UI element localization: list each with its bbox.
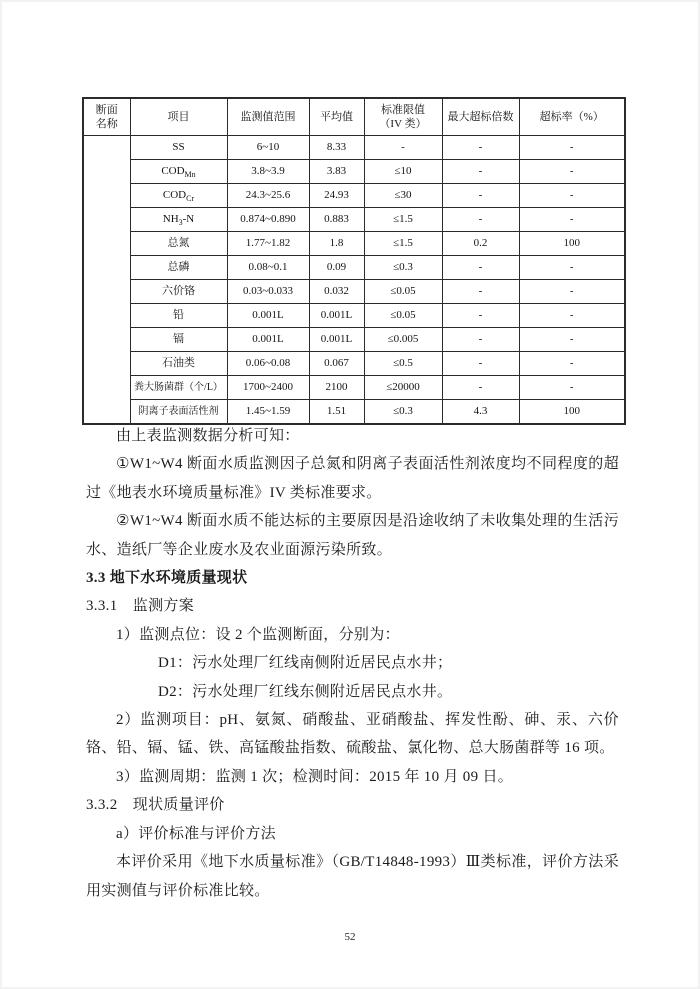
exceed-rate-cell: - (519, 376, 625, 400)
range-cell: 3.8~3.9 (227, 160, 309, 184)
item-pre: COD (162, 189, 187, 202)
max-exceed-cell: - (442, 256, 519, 280)
average-cell: 0.001L (309, 304, 364, 328)
max-exceed-cell: - (442, 184, 519, 208)
item-cell (130, 328, 227, 352)
table-row (83, 160, 625, 184)
item-cell (130, 376, 227, 400)
range-cell: 0.06~0.08 (227, 352, 309, 376)
header-line: （IV 类） (379, 118, 427, 130)
exceed-rate-cell: - (519, 280, 625, 304)
monitoring-table (82, 97, 626, 425)
finding-1-paragraph: ①W1~W4 断面水质监测因子总氮和阴离子表面活性剂浓度均不同程度的超过《地表水环境质量标准》IV 类标准要求。 (86, 456, 619, 501)
range-cell: 0.001L (227, 304, 309, 328)
max-exceed-cell: 4.3 (442, 400, 519, 425)
table-row (83, 352, 625, 376)
item-pre: 总氮 (167, 237, 190, 250)
item-sub: Mn (184, 170, 196, 180)
exceed-rate-cell: - (519, 136, 625, 160)
header-line: 标准限值 (381, 103, 425, 116)
max-exceed-cell: - (442, 160, 519, 184)
intro-paragraph: 由上表监测数据分析可知： (116, 428, 300, 444)
range-cell: 6~10 (227, 136, 309, 160)
table-row (83, 184, 625, 208)
col-header-exceed-rate (519, 98, 625, 136)
well-d1-line: D1：污水处理厂红线南侧附近居民点水井； (158, 655, 453, 672)
evaluation-paragraph: 本评价采用《地下水质量标准》（GB/T14848-1993）Ⅲ类标准，评价方法采用实测值与评价标准比较。 (86, 854, 619, 899)
item-pre: COD (161, 165, 185, 178)
exceed-rate-cell: - (519, 328, 625, 352)
limit-cell: ≤30 (364, 184, 442, 208)
header-line: 名称 (95, 118, 118, 130)
item-pre: 粪大肠菌群（个/L） (134, 382, 223, 393)
item-pre: 总磷 (167, 261, 190, 274)
item-post: -N (182, 213, 195, 226)
item-cell (130, 280, 227, 304)
section-name-merged-cell (83, 136, 130, 425)
col-header-standard-limit (364, 98, 442, 136)
max-exceed-cell: - (442, 136, 519, 160)
body-content (86, 422, 619, 905)
average-cell: 0.032 (309, 280, 364, 304)
page-number: 52 (344, 931, 356, 943)
range-cell: 0.03~0.033 (227, 280, 309, 304)
section-heading-3-3-1: 3.3.1 监测方案 (86, 598, 195, 615)
monitor-point-line: 1）监测点位：设 2 个监测断面，分别为： (116, 626, 400, 643)
range-cell: 0.001L (227, 328, 309, 352)
item-cell (130, 184, 227, 208)
average-cell: 1.8 (309, 232, 364, 256)
table-row (83, 400, 625, 425)
item-cell (130, 232, 227, 256)
header-line: 超标率（%） (539, 110, 604, 123)
table-row (83, 136, 625, 160)
table-row (83, 376, 625, 400)
item-sub: 3 (178, 218, 183, 228)
range-cell: 0.874~0.890 (227, 208, 309, 232)
exceed-rate-cell: - (519, 256, 625, 280)
item-cell (130, 160, 227, 184)
average-cell: 0.09 (309, 256, 364, 280)
average-cell: 0.883 (309, 208, 364, 232)
table-row (83, 328, 625, 352)
item-cell (130, 352, 227, 376)
max-exceed-cell: - (442, 328, 519, 352)
limit-cell: - (364, 136, 442, 160)
average-cell: 2100 (309, 376, 364, 400)
finding-2-paragraph: ②W1~W4 断面水质不能达标的主要原因是沿途收纳了未收集处理的生活污水、造纸厂等企业废水及农业面源污染所致。 (86, 513, 619, 558)
exceed-rate-cell: - (519, 304, 625, 328)
item-pre: 六价铬 (162, 285, 195, 298)
table-row (83, 280, 625, 304)
col-header-average (309, 98, 364, 136)
limit-cell: ≤0.005 (364, 328, 442, 352)
header-line: 项目 (167, 110, 190, 123)
col-header-max-exceed (442, 98, 519, 136)
header-line: 监测值范围 (240, 110, 296, 123)
item-pre: 铅 (173, 309, 184, 322)
max-exceed-cell: - (442, 208, 519, 232)
item-pre: NH (162, 213, 179, 226)
item-pre: 镉 (173, 333, 184, 346)
table-row (83, 232, 625, 256)
max-exceed-cell: - (442, 280, 519, 304)
col-header-section-name (83, 98, 130, 136)
item-cell (130, 208, 227, 232)
item-cell (130, 400, 227, 425)
col-header-range (227, 98, 309, 136)
item-cell (130, 256, 227, 280)
item-pre: SS (172, 141, 185, 154)
col-header-item (130, 98, 227, 136)
exceed-rate-cell: - (519, 184, 625, 208)
limit-cell: ≤0.3 (364, 256, 442, 280)
monitor-period-line: 3）监测周期：监测 1 次；检测时间：2015 年 10 月 09 日。 (116, 768, 514, 785)
item-cell (130, 304, 227, 328)
exceed-rate-cell: 100 (519, 232, 625, 256)
table-header-row (83, 98, 625, 136)
header-line: 最大超标倍数 (447, 110, 514, 123)
max-exceed-cell: 0.2 (442, 232, 519, 256)
item-cell (130, 136, 227, 160)
average-cell: 3.83 (309, 160, 364, 184)
header-line: 断面 (95, 103, 118, 116)
exceed-rate-cell: 100 (519, 400, 625, 425)
section-heading-3-3: 3.3 地下水环境质量现状 (86, 570, 248, 587)
limit-cell: ≤1.5 (364, 208, 442, 232)
average-cell: 0.001L (309, 328, 364, 352)
range-cell: 1700~2400 (227, 376, 309, 400)
table-row (83, 304, 625, 328)
max-exceed-cell: - (442, 352, 519, 376)
well-d2-line: D2：污水处理厂红线东侧附近居民点水井。 (158, 683, 453, 700)
range-cell: 0.08~0.1 (227, 256, 309, 280)
exceed-rate-cell: - (519, 160, 625, 184)
table-row (83, 208, 625, 232)
limit-cell: ≤1.5 (364, 232, 442, 256)
average-cell: 0.067 (309, 352, 364, 376)
average-cell: 24.93 (309, 184, 364, 208)
average-cell: 1.51 (309, 400, 364, 425)
limit-cell: ≤10 (364, 160, 442, 184)
monitor-items-paragraph: 2）监测项目：pH、氨氮、硝酸盐、亚硝酸盐、挥发性酚、砷、汞、六价铬、铅、镉、锰、铁、高锰酸盐指数、硫酸盐、氯化物、总大肠菌群等 16 项。 (86, 712, 619, 757)
section-heading-3-3-2: 3.3.2 现状质量评价 (86, 797, 225, 814)
sub-heading-a: a）评价标准与评价方法 (116, 825, 276, 842)
limit-cell: ≤0.05 (364, 304, 442, 328)
exceed-rate-cell: - (519, 208, 625, 232)
table-row (83, 256, 625, 280)
item-pre: 阴离子表面活性剂 (138, 406, 219, 417)
range-cell: 24.3~25.6 (227, 184, 309, 208)
exceed-rate-cell: - (519, 352, 625, 376)
limit-cell: ≤20000 (364, 376, 442, 400)
limit-cell: ≤0.05 (364, 280, 442, 304)
range-cell: 1.45~1.59 (227, 400, 309, 425)
range-cell: 1.77~1.82 (227, 232, 309, 256)
limit-cell: ≤0.5 (364, 352, 442, 376)
item-sub: Cr (186, 194, 195, 204)
limit-cell: ≤0.3 (364, 400, 442, 425)
header-line: 平均值 (320, 110, 353, 123)
max-exceed-cell: - (442, 304, 519, 328)
item-pre: 石油类 (162, 357, 195, 370)
max-exceed-cell: - (442, 376, 519, 400)
average-cell: 8.33 (309, 136, 364, 160)
